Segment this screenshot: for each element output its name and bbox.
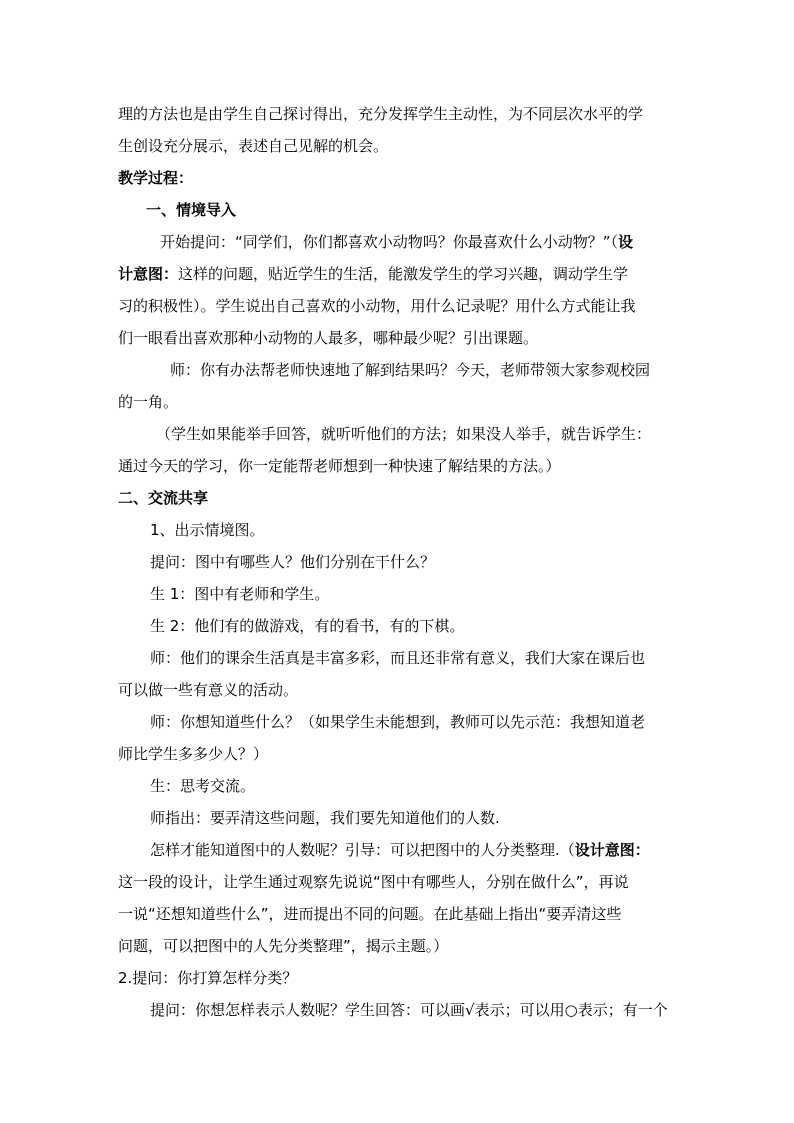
paragraph-line: 习的积极性）。学生说出自己喜欢的小动物，用什么记录呢？用什么方式能让我 (118, 297, 636, 315)
paragraph-line: （学生如果能举手回答，就听听他们的方法；如果没人举手，就告诉学生： (156, 425, 652, 443)
section-heading: 教学过程： (118, 169, 194, 187)
text-run: 提问：你想怎样表示人数呢？学生回答：可以画 (150, 1001, 466, 1019)
paragraph-line: 生：思考交流。 (150, 777, 256, 795)
paragraph-line: 的一角。 (118, 393, 179, 411)
paragraph-line: 提问：图中有哪些人？他们分别在干什么？ (150, 553, 436, 571)
text-run: 表示；有一个 (577, 1001, 668, 1019)
document-body (118, 98, 678, 1026)
paragraph-line: 一说“还想知道些什么”，进而提出不同的问题。在此基础上指出“要弄清这些 (118, 905, 622, 923)
paragraph-line: 师指出：要弄清这些问题，我们要先知道他们的人数. (150, 809, 500, 827)
paragraph-line (118, 994, 678, 1026)
paragraph-line: 问题，可以把图中的人先分类整理”，揭示主题。） (118, 937, 449, 955)
paragraph-line: 生创设充分展示，表述自己见解的机会。 (118, 137, 389, 155)
paragraph-line: 理的方法也是由学生自己探讨得出，充分发挥学生主动性，为不同层次水平的学 (118, 105, 644, 123)
paragraph-line (118, 226, 678, 258)
text-run: 开始提问：“同学们，你们都喜欢小动物吗？你最喜欢什么小动物？”（ (160, 233, 619, 251)
text-run: 表示；可以用 (474, 1001, 565, 1019)
design-intent-label: 设计意图： (574, 841, 650, 859)
paragraph-line: 这一段的设计，让学生通过观察先说说“图中有哪些人，分别在做什么”，再说 (118, 873, 629, 891)
paragraph-line: 1、出示情境图。 (150, 521, 265, 539)
section-heading: 二、交流共享 (118, 489, 209, 507)
paragraph-line: 通过今天的学习，你一定能帮老师想到一种快速了解结果的方法。） (118, 457, 561, 475)
paragraph-line: 师：你想知道些什么？（如果学生未能想到，教师可以先示范：我想知道老 (150, 713, 646, 731)
text-run: 这样的问题，贴近学生的生活，能激发学生的学习兴趣，调动学生学 (178, 265, 629, 283)
checkmark-symbol: √ (465, 1001, 475, 1019)
paragraph-line (118, 834, 678, 866)
design-intent-label: 设 (618, 233, 634, 251)
paragraph-line (118, 258, 678, 290)
paragraph-line: 生 2：他们有的做游戏，有的看书，有的下棋。 (150, 617, 465, 635)
circle-symbol: ○ (564, 1001, 578, 1019)
paragraph-line: 师：他们的课余生活真是丰富多彩，而且还非常有意义，我们大家在课后也 (150, 649, 646, 667)
paragraph-line: 2.提问：你打算怎样分类？ (118, 969, 298, 987)
text-run: 怎样才能知道图中的人数呢？引导：可以把图中的人分类整理.（ (150, 841, 575, 859)
section-heading: 一、情境导入 (146, 201, 237, 219)
paragraph-line: 可以做一些有意义的活动。 (118, 681, 299, 699)
paragraph-line: 生 1：图中有老师和学生。 (150, 585, 330, 603)
paragraph-line: 师：你有办法帮老师快速地了解到结果吗？今天，老师带领大家参观校园 (170, 361, 651, 379)
paragraph-line: 们一眼看出喜欢那种小动物的人最多，哪种最少呢？引出课题。 (118, 329, 539, 347)
paragraph-line: 师比学生多多少人？） (118, 745, 269, 763)
design-intent-label: 计意图： (118, 265, 179, 283)
